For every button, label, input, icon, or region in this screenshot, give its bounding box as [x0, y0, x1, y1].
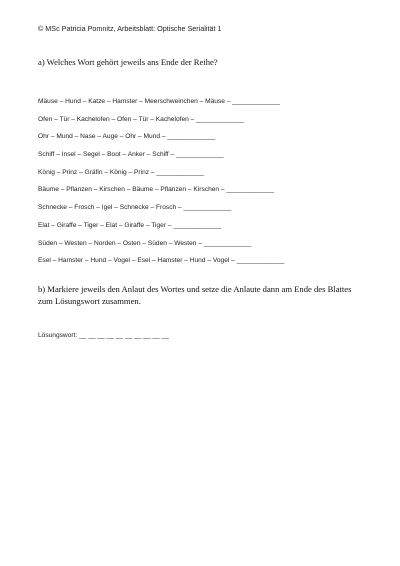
word-series-row: Esel – Hamster – Hund – Vogel – Esel – Hamster – Hund – Vogel – _____________	[38, 257, 285, 265]
word-series-row: Ohr – Mund – Nase – Auge – Ohr – Mund – _____________	[38, 133, 216, 141]
word-series-row: Ofen – Tür – Kachelofen – Ofen – Tür – Kachelofen – _____________	[38, 115, 244, 123]
word-series-row: Süden – Westen – Norden – Osten – Süden – Westen – _____________	[38, 239, 252, 247]
word-series-row: Elat – Giraffe – Tiger – Elat – Giraffe – Tiger – _____________	[38, 221, 222, 229]
word-series-row: König – Prinz – Gräfin – König – Prinz – _____________	[38, 168, 205, 176]
word-series-row: Mäuse – Hund – Katze – Hamster – Meerschweinchen – Mäuse – _____________	[38, 98, 280, 105]
word-series-row: Schnecke – Frosch – Igel – Schnecke – Frosch – _____________	[38, 204, 232, 212]
page-header: © MSc Patricia Pomnitz, Arbeitsblatt: Optische Serialität 1	[38, 24, 222, 33]
word-series-list	[38, 97, 368, 274]
word-series-row: Schiff – Insel – Segel – Boot – Anker – Schiff – _____________	[38, 151, 224, 159]
task-a-instruction: a) Welches Wort gehört jeweils ans Ende der Reihe?	[38, 57, 218, 67]
loesungswort-line: Lösungswort: __ __ __ __ __ __ __ __ __ __	[38, 332, 169, 339]
word-series-row: Bäume – Pflanzen – Kirschen – Bäume – Pflanzen – Kirschen – _____________	[38, 186, 275, 194]
task-b-instruction: b) Markiere jeweils den Anlaut des Wortes und setze die Anlaute dann am Ende des Blattes zum Lösungswort zusammen.	[38, 284, 352, 306]
